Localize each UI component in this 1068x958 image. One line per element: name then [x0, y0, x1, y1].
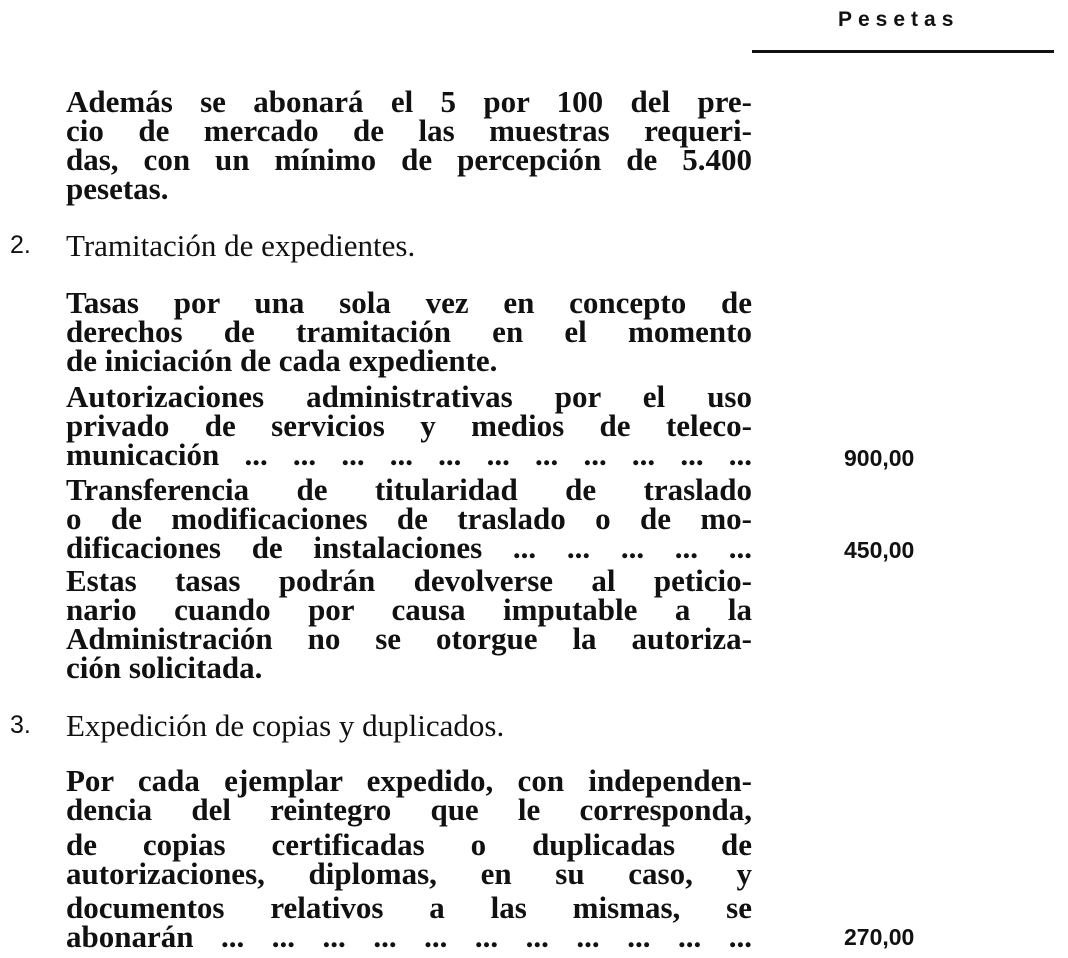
pesetas-column-header: Pesetas: [838, 8, 960, 31]
section-3-line: autorizaciones, diplomas, en su caso, y: [66, 856, 752, 891]
section-2-line: Transferencia de titularidad de traslado: [66, 472, 752, 507]
fee-amount-450: 450,00: [844, 537, 915, 563]
section-2-line: dificaciones de instalaciones ... ... ... ... ...: [66, 530, 752, 565]
section-2-line: ción solicitada.: [66, 650, 263, 685]
section-3-number: 3.: [10, 711, 31, 739]
fee-amount-270: 270,00: [844, 924, 915, 950]
section-2-number: 2.: [10, 231, 31, 259]
fee-amount-900: 900,00: [844, 445, 915, 471]
section-2-line: municación ... ... ... ... ... ... ... ... ... ... ...: [66, 437, 752, 472]
section-2-line: Administración no se otorgue la autoriza-: [66, 621, 752, 656]
section-2-line: derechos de tramitación en el momento: [66, 314, 752, 349]
intro-line: cio de mercado de las muestras requeri-: [66, 113, 752, 148]
section-2-line: Autorizaciones administrativas por el uso: [66, 379, 752, 414]
intro-line: Además se abonará el 5 por 100 del pre-: [66, 84, 752, 119]
section-2-line: o de modificaciones de traslado o de mo-: [66, 501, 752, 536]
section-2-line: de iniciación de cada expediente.: [66, 343, 498, 378]
section-3-line: abonarán ... ... ... ... ... ... ... ... ... ... ...: [66, 919, 752, 954]
intro-line: pesetas.: [66, 171, 169, 206]
section-2-title: Tramitación de expedientes.: [66, 228, 416, 263]
section-2-line: Estas tasas podrán devolverse al peticio-: [66, 563, 752, 598]
section-3-line: de copias certificadas o duplicadas de: [66, 827, 752, 862]
section-3-title: Expedición de copias y duplicados.: [66, 708, 505, 743]
section-3-line: Por cada ejemplar expedido, con independen-: [66, 763, 752, 798]
section-3-line: dencia del reintegro que le corresponda,: [66, 792, 752, 827]
section-2-line: Tasas por una sola vez en concepto de: [66, 285, 752, 320]
section-3-line: documentos relativos a las mismas, se: [66, 890, 752, 925]
section-2-line: privado de servicios y medios de teleco-: [66, 408, 752, 443]
intro-line: das, con un mínimo de percepción de 5.400: [66, 142, 752, 177]
section-2-line: nario cuando por causa imputable a la: [66, 592, 752, 627]
header-rule: [752, 50, 1054, 53]
